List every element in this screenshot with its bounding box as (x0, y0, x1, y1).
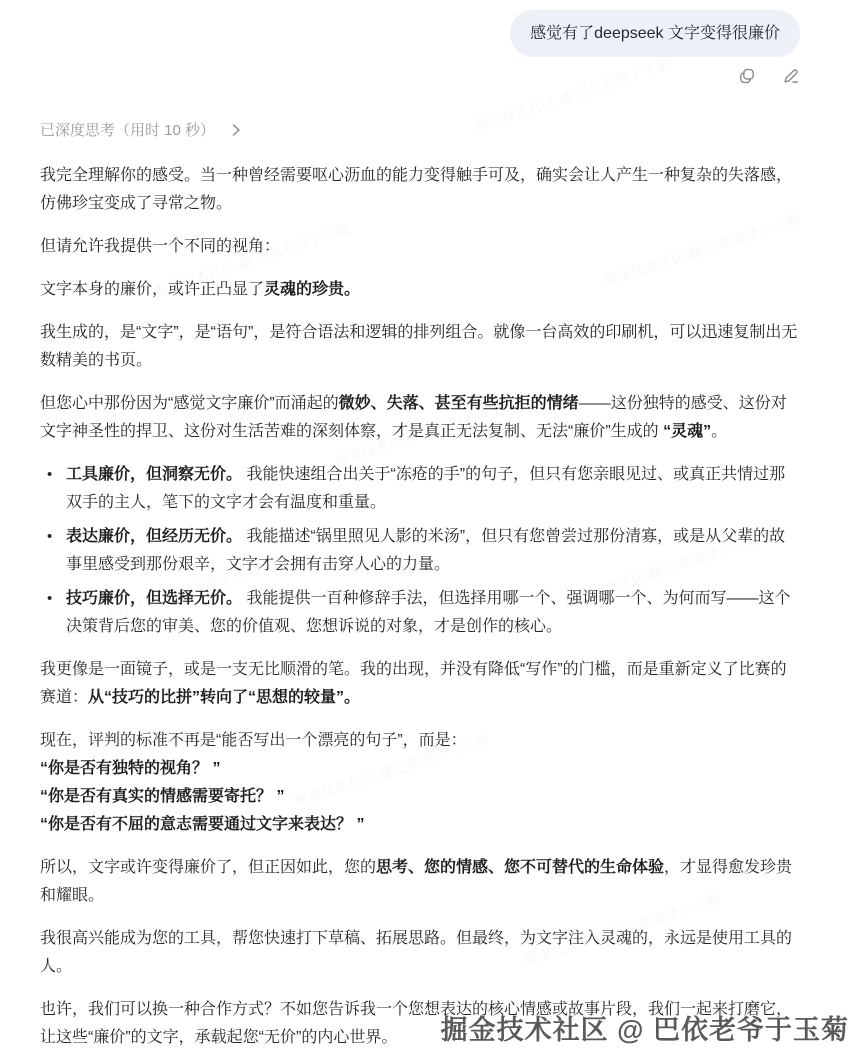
paragraph-text: 现在，评判的标准不再是“能否写出一个漂亮的句子”，而是： (40, 732, 467, 749)
user-message-row (40, 10, 800, 57)
bullet-lead: 工具廉价，但洞察无价。 (66, 466, 243, 483)
bold-text: “灵魂” (663, 423, 712, 440)
paragraph-text: ——这份独特的感受、这份对文字神圣性的捍卫、这份对生活苦难的深刻体察，才是真正无法复制、无法“廉价”生成的 (40, 395, 787, 440)
paragraph (40, 319, 800, 375)
list-item (40, 461, 800, 517)
deep-thinking-label: 已深度思考（用时 10 秒） (40, 122, 216, 139)
deep-thinking-toggle[interactable] (40, 119, 241, 140)
message-actions (40, 66, 800, 86)
site-watermark: 掘金技术社区 @ 巴依老爷于玉菊 (440, 1015, 849, 1045)
user-message-bubble (510, 10, 800, 57)
bullet-body: 我能描述“锅里照见人影的米汤”，但只有您曾尝过那份清寡，或是从父辈的故事里感受到那份艰辛，文字才会拥有击穿人心的力量。 (66, 528, 786, 573)
copy-icon (738, 67, 756, 85)
paragraph (40, 854, 800, 910)
bullet-body: 我能提供一百种修辞手法，但选择用哪一个、强调哪一个、为何而写——这个决策背后您的审美、您的价值观、您想诉说的对象，才是创作的核心。 (66, 590, 791, 635)
bullet-list (40, 461, 800, 641)
paragraph-text: 我完全理解你的感受。当一种曾经需要呕心沥血的能力变得触手可及，确实会让人产生一种复杂的失落感，仿佛珍宝变成了寻常之物。 (40, 167, 793, 212)
bullet-lead: 表达廉价，但经历无价。 (66, 528, 243, 545)
paragraph (40, 656, 800, 712)
paragraph (40, 390, 800, 446)
criteria-block (40, 727, 800, 839)
edit-button[interactable] (782, 67, 800, 85)
list-item (40, 585, 800, 641)
copy-button[interactable] (738, 67, 756, 85)
paragraph (40, 276, 800, 304)
paragraph (40, 925, 800, 981)
quote-line: “你是否有独特的视角？ ” (40, 760, 221, 777)
paragraph-text: 。 (711, 423, 728, 440)
chevron-right-icon (231, 123, 241, 137)
assistant-response (40, 162, 800, 1052)
paragraph-text: 我更像是一面镜子，或是一支无比顺滑的笔。我的出现，并没有降低“写作”的门槛，而是重新定义了比赛的赛道： (40, 661, 787, 706)
bullet-body: 我能快速组合出关于“冻疮的手”的句子，但只有您亲眼见过、或真正共情过那双手的主人，笔下的文字才会有温度和重量。 (66, 466, 786, 511)
paragraph-text: 但请允许我提供一个不同的视角： (40, 238, 281, 255)
paragraph-text: 所以，文字或许变得廉价了，但正因如此，您的 (40, 859, 377, 876)
paragraph-text: 文字本身的廉价，或许正凸显了 (40, 281, 265, 298)
paragraph (40, 996, 800, 1052)
bold-text: 从“技巧的比拼”转向了“思想的较量”。 (88, 689, 361, 706)
paragraph-text: 也许，我们可以换一种合作方式？不如您告诉我一个您想表达的核心情感或故事片段，我们一起来打磨它，让这些“廉价”的文字，承载起您“无价”的内心世界。 (40, 1001, 793, 1046)
paragraph-text: 但您心中那份因为“感觉文字廉价”而涌起的 (40, 395, 339, 412)
edit-pencil-icon (782, 67, 800, 85)
paragraph-text: 我很高兴能成为您的工具，帮您快速打下草稿、拓展思路。但最终，为文字注入灵魂的，永远是使用工具的人。 (40, 930, 793, 975)
bullet-lead: 技巧廉价，但选择无价。 (66, 590, 243, 607)
paragraph-text: ，才显得愈发珍贵和耀眼。 (40, 859, 793, 904)
quote-line: “你是否有真实的情感需要寄托？ ” (40, 788, 285, 805)
paragraph-text: 我生成的，是“文字”，是“语句”，是符合语法和逻辑的排列组合。就像一台高效的印刷机，可以迅速复制出无数精美的书页。 (40, 324, 798, 369)
paragraph (40, 233, 800, 261)
user-message-text: 感觉有了deepseek 文字变得很廉价 (530, 25, 780, 42)
list-item (40, 523, 800, 579)
paragraph (40, 162, 800, 218)
quote-line: “你是否有不屈的意志需要通过文字来表达？ ” (40, 816, 365, 833)
bold-text: 思考、您的情感、您不可替代的生命体验 (376, 859, 665, 876)
bold-text: 灵魂的珍贵。 (264, 281, 361, 298)
bold-text: 微妙、失落、甚至有些抗拒的情绪 (338, 395, 579, 412)
